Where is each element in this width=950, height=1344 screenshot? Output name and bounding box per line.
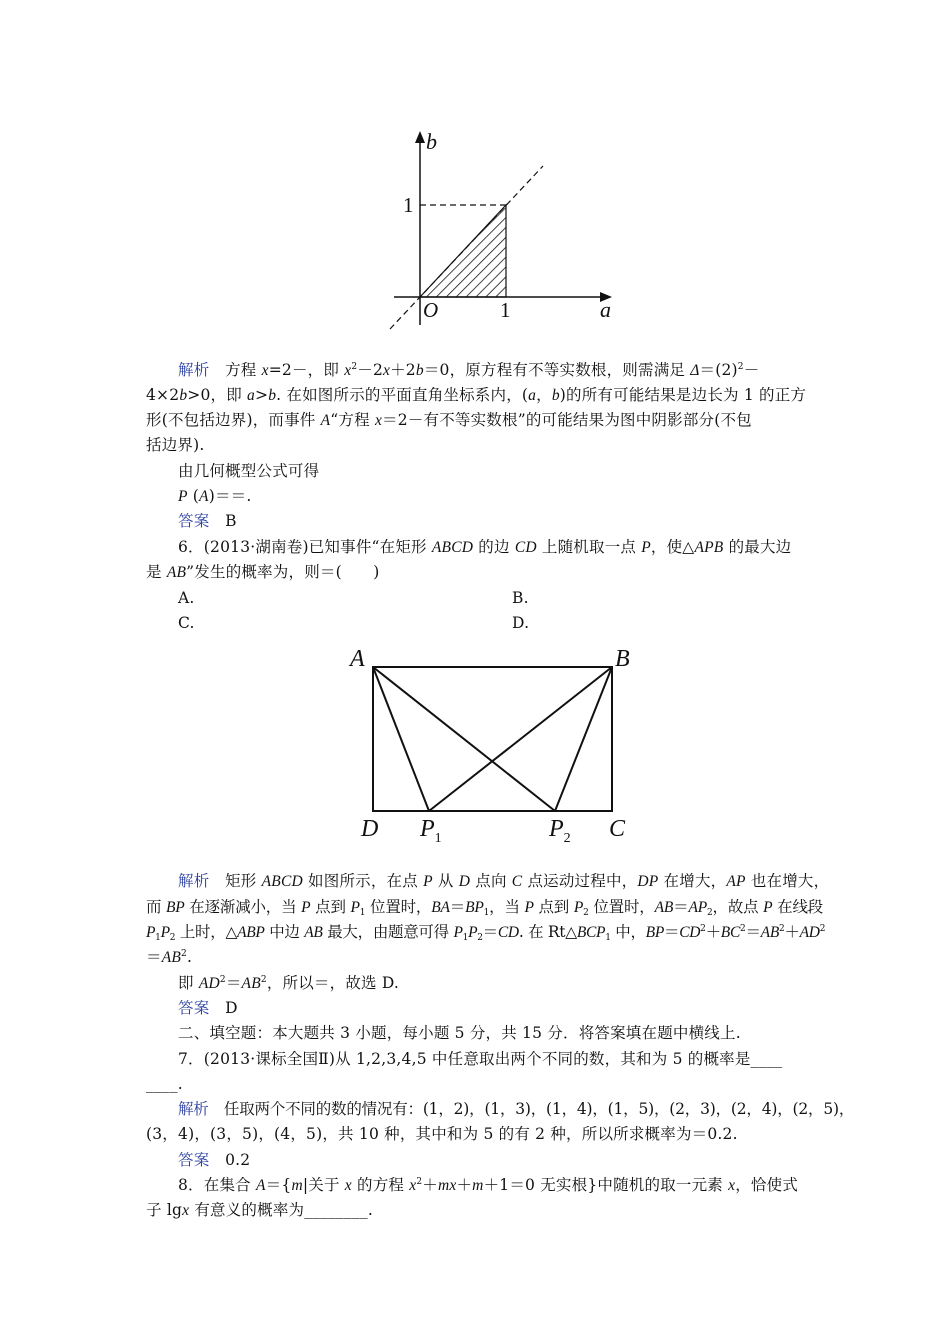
question8-line2: 子 lgx 有意义的概率为________.: [146, 1201, 373, 1219]
solution5-line4: 括边界).: [146, 436, 205, 454]
axis-label-b: b: [426, 129, 437, 154]
solution7-line1: 解析 任取两个不同的数的情况有：(1，2)，(1，3)，(1，4)，(1，5)，(2，3)，(2，4)，(2，5)，: [178, 1100, 855, 1118]
solution-label: 解析: [178, 872, 210, 890]
solution6-line4: $=AB^2$.: [146, 948, 193, 966]
answer-label: 答案: [178, 999, 210, 1017]
section2-heading: 二、填空题：本大题共 3 小题，每小题 5 分，共 15 分．将答案填在题中横线上.: [178, 1024, 741, 1042]
solution5-line3: 形(不包括边界)，而事件 A“方程 x＝2－有不等实数根”的可能结果为图中阴影部分(不包: [146, 411, 752, 429]
vertex-label-a: A: [350, 646, 365, 672]
solution5-line6: P (A)＝＝.: [178, 487, 252, 505]
point-label-p1: $P_1$: [420, 816, 442, 845]
solution6-line3: $P_1P_2$ 上时，△ABP 中边 AB 最大，由题意可得 $P_1P_2=CD$. 在 $Rt\triangle BCP_1$ 中，$BP=CD^2+BC^2=AB^2+AD^2$: [146, 923, 826, 943]
question8-line1: 8．在集合 A＝{m|关于 x 的方程 $x^2+mx+m+1=0$ 无实根}中随机的取一元素 x，恰使式: [178, 1176, 799, 1194]
vertex-label-c: C: [609, 816, 626, 842]
tick-label-b-1: 1: [403, 193, 414, 217]
vertex-label-b: B: [615, 646, 630, 672]
solution7-answer: 答案 0.2: [178, 1151, 251, 1169]
question6-line2: 是 AB”发生的概率为，则＝( ): [146, 563, 380, 581]
vertex-label-d: D: [361, 816, 379, 842]
question7-line2: ____.: [146, 1075, 183, 1093]
option-c: C.: [178, 614, 195, 632]
tick-label-a-1: 1: [500, 298, 511, 322]
solution5-line1: 解析 方程 x=2－，即 $x^2-2x+2b=0$，原方程有不等实数根，则需满足 $\Delta=(2)^2-$: [178, 361, 760, 379]
figure-rectangle-abcd: [345, 640, 645, 845]
diagonal-dashed-line: [390, 166, 543, 329]
solution6-answer: 答案 D: [178, 999, 238, 1017]
solution6-line5: 即 $AD^2=AB^2$，所以＝，故选 D.: [178, 974, 400, 992]
solution-label: 解析: [178, 1100, 209, 1118]
rectangle-abcd: [373, 667, 612, 811]
solution5-line5: 由几何概型公式可得: [178, 462, 320, 480]
option-a: A.: [178, 589, 195, 607]
solution6-line1: 解析 矩形 ABCD 如图所示，在点 P 从 D 点向 C 点运动过程中，DP 在增大，AP 也在增大，: [178, 872, 830, 890]
solution-label: 解析: [178, 361, 210, 379]
question7-line1: 7．(2013·课标全国Ⅱ)从 1,2,3,4,5 中任意取出两个不同的数，其和为 5 的概率是____: [178, 1050, 783, 1068]
question6-line1: 6．(2013·湖南卷)已知事件“在矩形 ABCD 的边 CD 上随机取一点 P，使△APB 的最大边: [178, 538, 792, 556]
origin-label: O: [423, 298, 439, 322]
solution7-line2: (3，4)，(3，5)，(4，5)，共 10 种，其中和为 5 的有 2 种，所以所求概率为＝0.2.: [146, 1125, 738, 1143]
point-label-p2: $P_2$: [549, 816, 571, 845]
axis-label-a: a: [600, 297, 611, 322]
solution5-line2: 4×2b>0，即 a>b. 在如图所示的平面直角坐标系内，(a，b)的所有可能结果是边长为 1 的正方: [146, 386, 807, 404]
option-b: B.: [512, 589, 529, 607]
answer-label: 答案: [178, 1151, 210, 1169]
option-d: D.: [512, 614, 530, 632]
solution5-answer: 答案 B: [178, 512, 237, 530]
solution6-line2: 而 BP 在逐渐减小，当 P 点到 $P_1$ 位置时，$BA=BP_1$，当 P 点到 $P_2$ 位置时，$AB=AP_2$，故点 P 在线段: [146, 898, 824, 918]
figure-square-region: [380, 125, 630, 335]
b-axis-arrow: [415, 131, 425, 143]
answer-label: 答案: [178, 512, 210, 530]
